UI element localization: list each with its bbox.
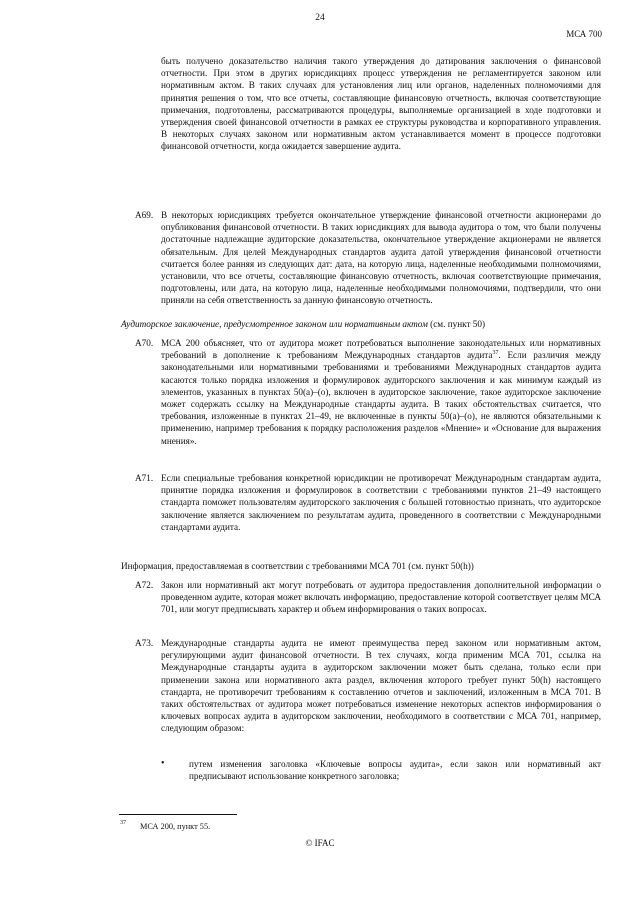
paragraph-a72: Закон или нормативный акт могут потребовать от аудитора предоставления дополнительной информации о проведенном аудите, которая может включать информацию, предоставление которой соответствует целям МСА 701, или могут предписывать характер и объем информирования о таких вопросах. [161,580,601,615]
paragraph-a70 [161,337,601,447]
paragraph-a73: Международные стандарты аудита не имеют преимущества перед законом или нормативным актом, регулирующими аудит финансовой отчетности. В тех случаях, когда применим МСА 701, ссылка на Международные стандарты аудита в аудиторском заключении может быть сделана, только если при применении закона или нормативного акта раздел, включения которого требует пункт 50(h) настоящего стандарта, не противоречит требованиям к составлению отчетов и заключений, изложенным в МСА 701. В таких обстоятельствах от аудитора может потребоваться изменение некоторых аспектов информирования о ключевых вопросах аудита в аудиторском заключении, необходимого в соответствии с МСА 701, например, следующим образом: [161,638,601,734]
a70-text-part2: . Если различия между законодательными или нормативными требованиями и требованиями Международных стандартов аудита касаются только порядка изложения и формулировок аудиторского заключения и как минимум каждый из элементов, указанных в пунктах 50(а)–(о), включен в аудиторское заключение, такое аудиторское заключение может содержать ссылку на Международные стандарты аудита. В таких обстоятельствах считается, что требования, изложенные в пунктах 21–49, не включенные в пункты 50(а)–(о), не являются обязательными к применению, например требования к порядку расположения разделов «Мнение» и «Основание для выражения мнения». [161,350,601,446]
bullet-dot: • [161,758,165,769]
footnote-text: МСА 200, пункт 55. [140,822,211,831]
footer-copyright: © IFAC [305,838,335,848]
footnote-number: 37 [120,820,126,826]
standard-code: МСА 700 [566,29,602,39]
section-heading-title: Информация, предоставляемая в соответствии с требованиями МСА 701 [121,561,406,571]
section-heading-title: Аудиторское заключение, предусмотренное законом или нормативным актом [121,319,428,329]
paragraph-tag-a71: A71. [135,473,154,483]
page-number: 24 [315,13,325,23]
paragraph-tag-a73: A73. [135,638,154,648]
paragraph-tag-a72: A72. [135,580,154,590]
section-heading-isa701 [121,560,601,572]
a70-text-part1: МСА 200 объясняет, что от аудитора может потребоваться выполнение законодательных или нормативных требований в дополнение к требованиям Международных стандартов аудита [161,338,601,361]
paragraph-a69: В некоторых юрисдикциях требуется окончательное утверждение финансовой отчетности акционерами до опубликования финансовой отчетности. В таких юрисдикциях для вывода аудитора о том, что были получены достаточные надлежащие аудиторские доказательства, окончательное утверждение акционерами не является обязательным. Для целей Международных стандартов аудита датой утверждения финансовой отчетности считается более ранняя из следующих дат: дата, на которую лица, наделенные необходимыми полномочиями, установили, что все отчеты, составляющие финансовую отчетность, включая соответствующие примечания, подготовлены, или дата, на которую лица, наделенные необходимыми полномочиями, подтвердили, что они приняли на себя ответственность за данную финансовую отчетность. [161,210,601,306]
bullet-item: путем изменения заголовка «Ключевые вопросы аудита», если закон или нормативный акт предписывают использование конкретного заголовка; [189,759,601,782]
section-heading-statutory-report [121,318,601,330]
footnote-divider [119,814,237,815]
footnote-ref-37: 37 [492,350,499,357]
section-heading-ref: (см. пункт 50) [430,319,486,329]
paragraph-tag-a70: A70. [135,338,154,348]
intro-paragraph: быть получено доказательство наличия такого утверждения до датирования заключения о финансовой отчетности. При этом в других юрисдикциях процесс утверждения не регламентируется законом или нормативным актом. В таких случаях для установления лиц или органов, наделенных полномочиями для принятия решения о том, что все отчеты, составляющие финансовую отчетность, включая соответствующие примечания, подготовлены, рассматриваются процедуры, выполняемые организацией в ходе подготовки и утверждения своей финансовой отчетности в рамках ее структуры руководства и корпоративного управления. В некоторых случаях законом или нормативным актом устанавливается момент в процессе подготовки финансовой отчетности, когда ожидается завершение аудита. [161,56,601,152]
paragraph-a71: Если специальные требования конкретной юрисдикции не противоречат Международным стандартам аудита, принятие порядка изложения и формулировок в соответствии с требованиями пунктов 21–49 настоящего стандарта поможет пользователям аудиторского заключения с большей готовностью признать, что аудиторское заключение является заключением по результатам аудита, проведенного в соответствии с Международными стандартами аудита. [161,473,601,532]
section-heading-ref: (см. пункт 50(h)) [408,561,474,571]
paragraph-tag-a69: A69. [135,210,154,220]
